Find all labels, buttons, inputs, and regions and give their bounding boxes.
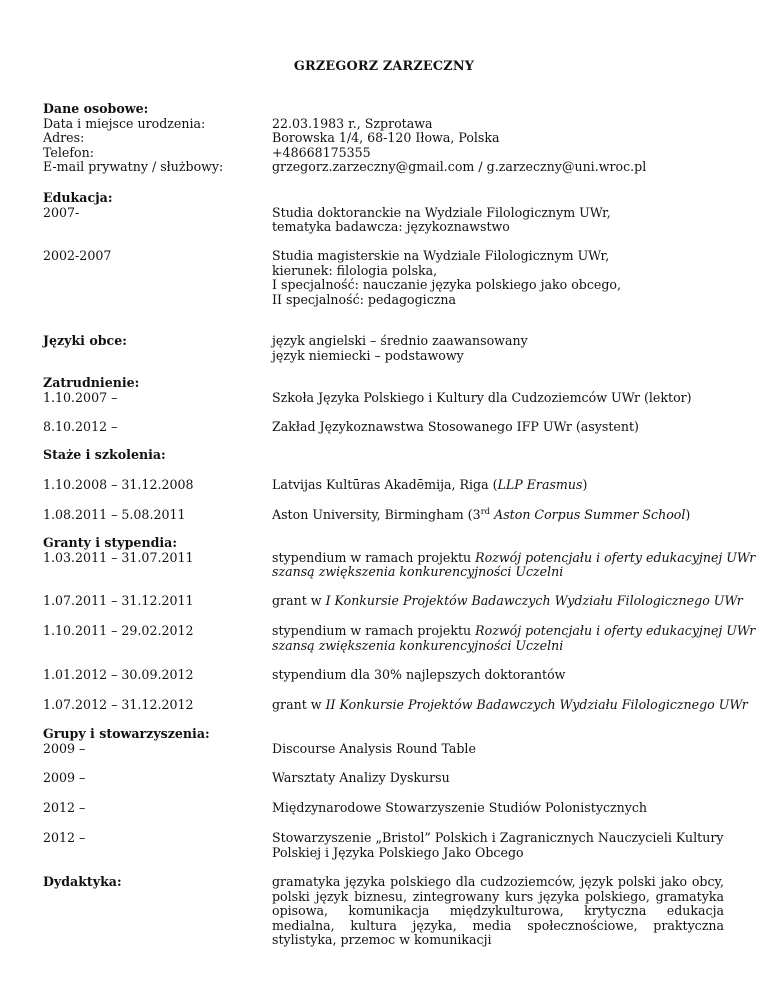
grant-text-cont: szansą zwiększenia konkurencyjności Uczelni [272, 564, 564, 580]
personal-label: Telefon: [43, 144, 94, 160]
birth-value: 22.03.1983 r., Szprotawa [272, 115, 433, 131]
employment-text: Zakład Językoznawstwa Stosowanego IFP UWr (asystent) [272, 419, 639, 434]
group-name: Stowarzyszenie „Bristol” Polskich i Zagranicznych Nauczycieli Kultury [272, 830, 724, 845]
grant-text: grant w I Konkursie Projektów Badawczych Wydziału Filologicznego UWr [272, 593, 743, 608]
education-heading: Edukacja: [43, 190, 113, 205]
education-line: Studia magisterskie na Wydziale Filologicznym UWr, [272, 248, 610, 263]
email-value: grzegorz.zarzeczny@gmail.com / g.zarzeczny@uni.wroc.pl [272, 159, 647, 175]
group-name: Warsztaty Analizy Dyskursu [272, 770, 450, 785]
grant-text: stypendium w ramach projektu Rozwój potencjału i oferty edukacyjnej UWr [272, 549, 756, 565]
employment-text: Szkoła Języka Polskiego i Kultury dla Cudzoziemców UWr (lektor) [272, 389, 692, 405]
education-line: kierunek: filologia polska, [272, 262, 438, 278]
employment-date: 8.10.2012 – [43, 419, 118, 434]
internships-heading: Staże i szkolenia: [43, 447, 166, 462]
internship-date: 1.10.2008 – 31.12.2008 [43, 477, 194, 492]
group-date: 2012 – [43, 800, 86, 815]
internship-text: Latvijas Kultūras Akadēmija, Riga (LLP Erasmus) [272, 477, 588, 492]
group-name: Międzynarodowe Stowarzyszenie Studiów Polonistycznych [272, 800, 648, 815]
language-item: język niemiecki – podstawowy [272, 347, 464, 363]
group-date: 2009 – [43, 740, 86, 756]
education-line: tematyka badawcza: językoznawstwo [272, 219, 510, 235]
education-line: I specjalność: nauczanie języka polskiego jako obcego, [272, 277, 621, 293]
internship-date: 1.08.2011 – 5.08.2011 [43, 507, 186, 522]
education-line: Studia doktoranckie na Wydziale Filologicznym UWr, [272, 204, 611, 220]
grant-date: 1.07.2012 – 31.12.2012 [43, 697, 194, 712]
language-item: język angielski – średnio zaawansowany [272, 333, 528, 348]
group-name: Discourse Analysis Round Table [272, 740, 476, 756]
grant-date: 1.07.2011 – 31.12.2011 [43, 593, 194, 608]
education-date: 2007- [43, 204, 80, 220]
cv-title: GRZEGORZ ZARZECZNY [293, 59, 475, 74]
group-date: 2009 – [43, 770, 86, 785]
grant-text: stypendium w ramach projektu Rozwój potencjału i oferty edukacyjnej UWr [272, 623, 756, 638]
group-name-cont: Polskiej i Języka Polskiego Jako Obcego [272, 844, 524, 860]
grants-heading: Granty i stypendia: [43, 535, 177, 550]
groups-heading: Grupy i stowarzyszenia: [43, 726, 210, 741]
personal-label: Adres: [43, 130, 85, 146]
grant-date: 1.01.2012 – 30.09.2012 [43, 667, 194, 682]
grant-text: stypendium dla 30% najlepszych doktorantów [272, 667, 566, 682]
teaching-heading: Dydaktyka: [43, 874, 122, 889]
grant-date: 1.03.2011 – 31.07.2011 [43, 549, 194, 565]
grant-date: 1.10.2011 – 29.02.2012 [43, 623, 194, 638]
address-value: Borowska 1/4, 68-120 Iłowa, Polska [272, 130, 500, 146]
group-date: 2012 – [43, 830, 86, 845]
languages-heading: Języki obce: [43, 333, 127, 348]
education-date: 2002-2007 [43, 248, 112, 263]
teaching-text: gramatyka języka polskiego dla cudzoziemców, język polski jako obcy, polski język biznesu, zintegrowany kurs języka polskiego, gramatyka opisowa, komunikacja międzykulturowa, krytyczna edukacja medialna, kultura języka, media społecznościowe, praktyczna stylistyka, przemoc w komunikacji [272, 874, 724, 948]
phone-value: +48668175355 [272, 144, 371, 160]
employment-date: 1.10.2007 – [43, 389, 118, 405]
personal-heading: Dane osobowe: [43, 101, 149, 116]
education-line: II specjalność: pedagogiczna [272, 291, 457, 307]
employment-heading: Zatrudnienie: [43, 375, 140, 390]
grant-text: grant w II Konkursie Projektów Badawczych Wydziału Filologicznego UWr [272, 697, 748, 712]
internship-text: Aston University, Birmingham (3rd Aston Corpus Summer School) [272, 506, 691, 522]
grant-text-cont: szansą zwiększenia konkurencyjności Uczelni [272, 637, 564, 653]
personal-label: E-mail prywatny / służbowy: [43, 159, 224, 175]
personal-label: Data i miejsce urodzenia: [43, 115, 206, 131]
